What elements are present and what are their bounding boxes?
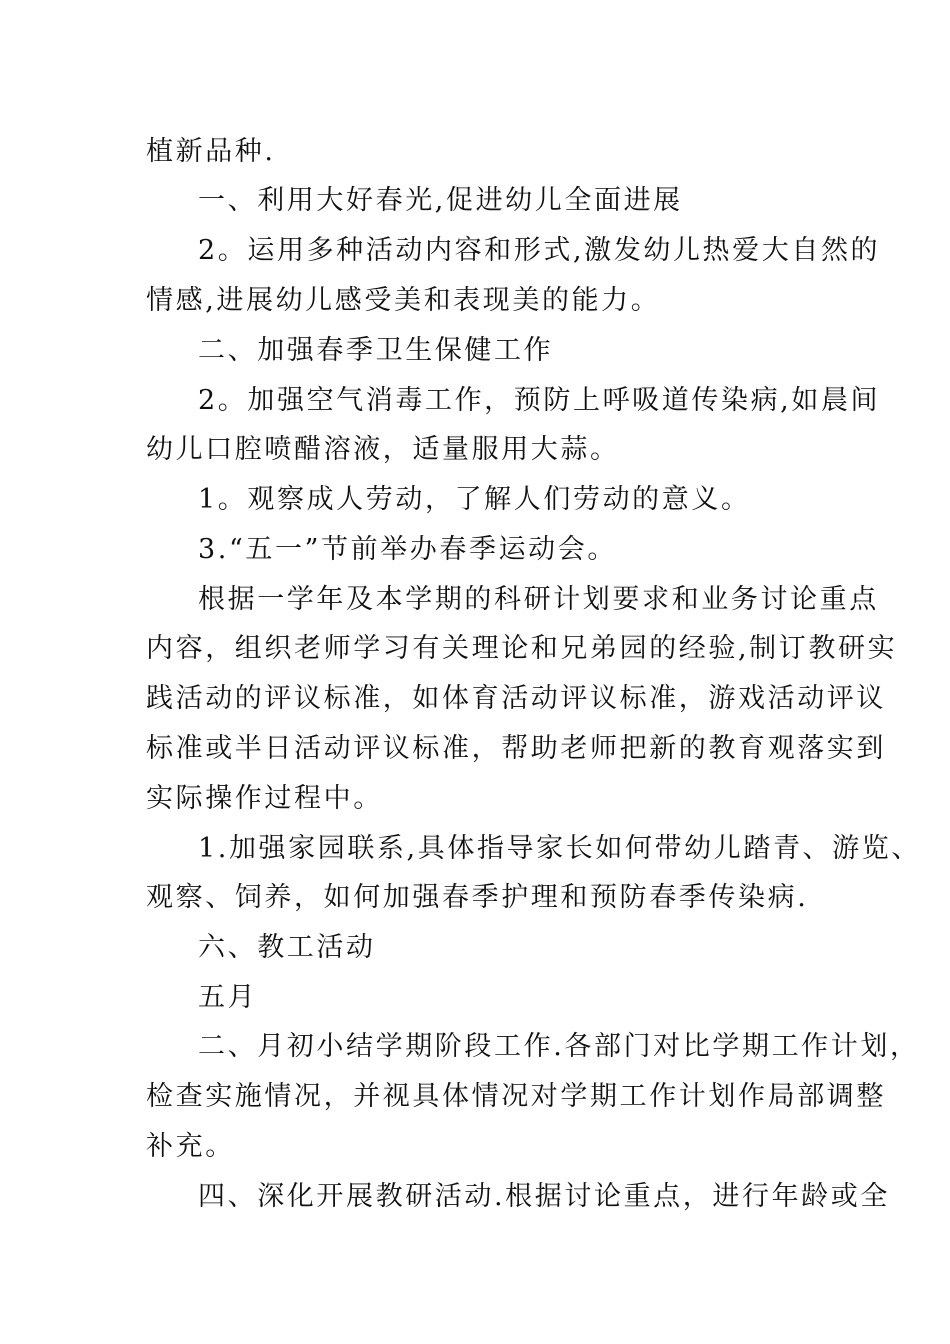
paragraph-line: 1.加强家园联系,具体指导家长如何带幼儿踏青、游览、 <box>198 833 921 864</box>
paragraph-line: 补充。 <box>146 1131 235 1162</box>
paragraph-line: 践活动的评议标准，如体育活动评议标准，游戏活动评议 <box>146 683 886 714</box>
paragraph-line: 二、月初小结学期阶段工作.各部门对比学期工作计划， <box>198 1031 920 1062</box>
month-heading: 五月 <box>198 982 258 1013</box>
section-heading: 一、利用大好春光,促进幼儿全面进展 <box>198 185 683 216</box>
paragraph-line: 2。运用多种活动内容和形式,激发幼儿热爱大自然的 <box>198 235 881 266</box>
paragraph-line: 1。观察成人劳动，了解人们劳动的意义。 <box>198 484 751 515</box>
paragraph-line: 情感,进展幼儿感受美和表现美的能力。 <box>146 285 661 316</box>
paragraph-line: 内容，组织老师学习有关理论和兄弟园的经验,制订教研实 <box>146 633 898 664</box>
paragraph-line: 四、深化开展教研活动.根据讨论重点，进行年龄或全 <box>198 1181 890 1212</box>
text-line: 植新品种. <box>146 136 276 167</box>
section-heading: 二、加强春季卫生保健工作 <box>198 335 554 366</box>
paragraph-line: 实际操作过程中。 <box>146 783 383 814</box>
paragraph-line: 标准或半日活动评议标准，帮助老师把新的教育观落实到 <box>146 733 886 764</box>
section-heading: 六、教工活动 <box>198 932 376 963</box>
paragraph-line: 2。加强空气消毒工作，预防上呼吸道传染病,如晨间 <box>198 385 881 416</box>
paragraph-line: 检查实施情况，并视具体情况对学期工作计划作局部调整 <box>146 1081 886 1112</box>
paragraph-line: 3.“五一”节前举办春季运动会。 <box>198 534 617 565</box>
paragraph-line: 根据一学年及本学期的科研计划要求和业务讨论重点 <box>198 584 879 615</box>
paragraph-line: 观察、饲养，如何加强春季护理和预防春季传染病. <box>146 882 809 913</box>
paragraph-line: 幼儿口腔喷醋溶液，适量服用大蒜。 <box>146 434 620 465</box>
